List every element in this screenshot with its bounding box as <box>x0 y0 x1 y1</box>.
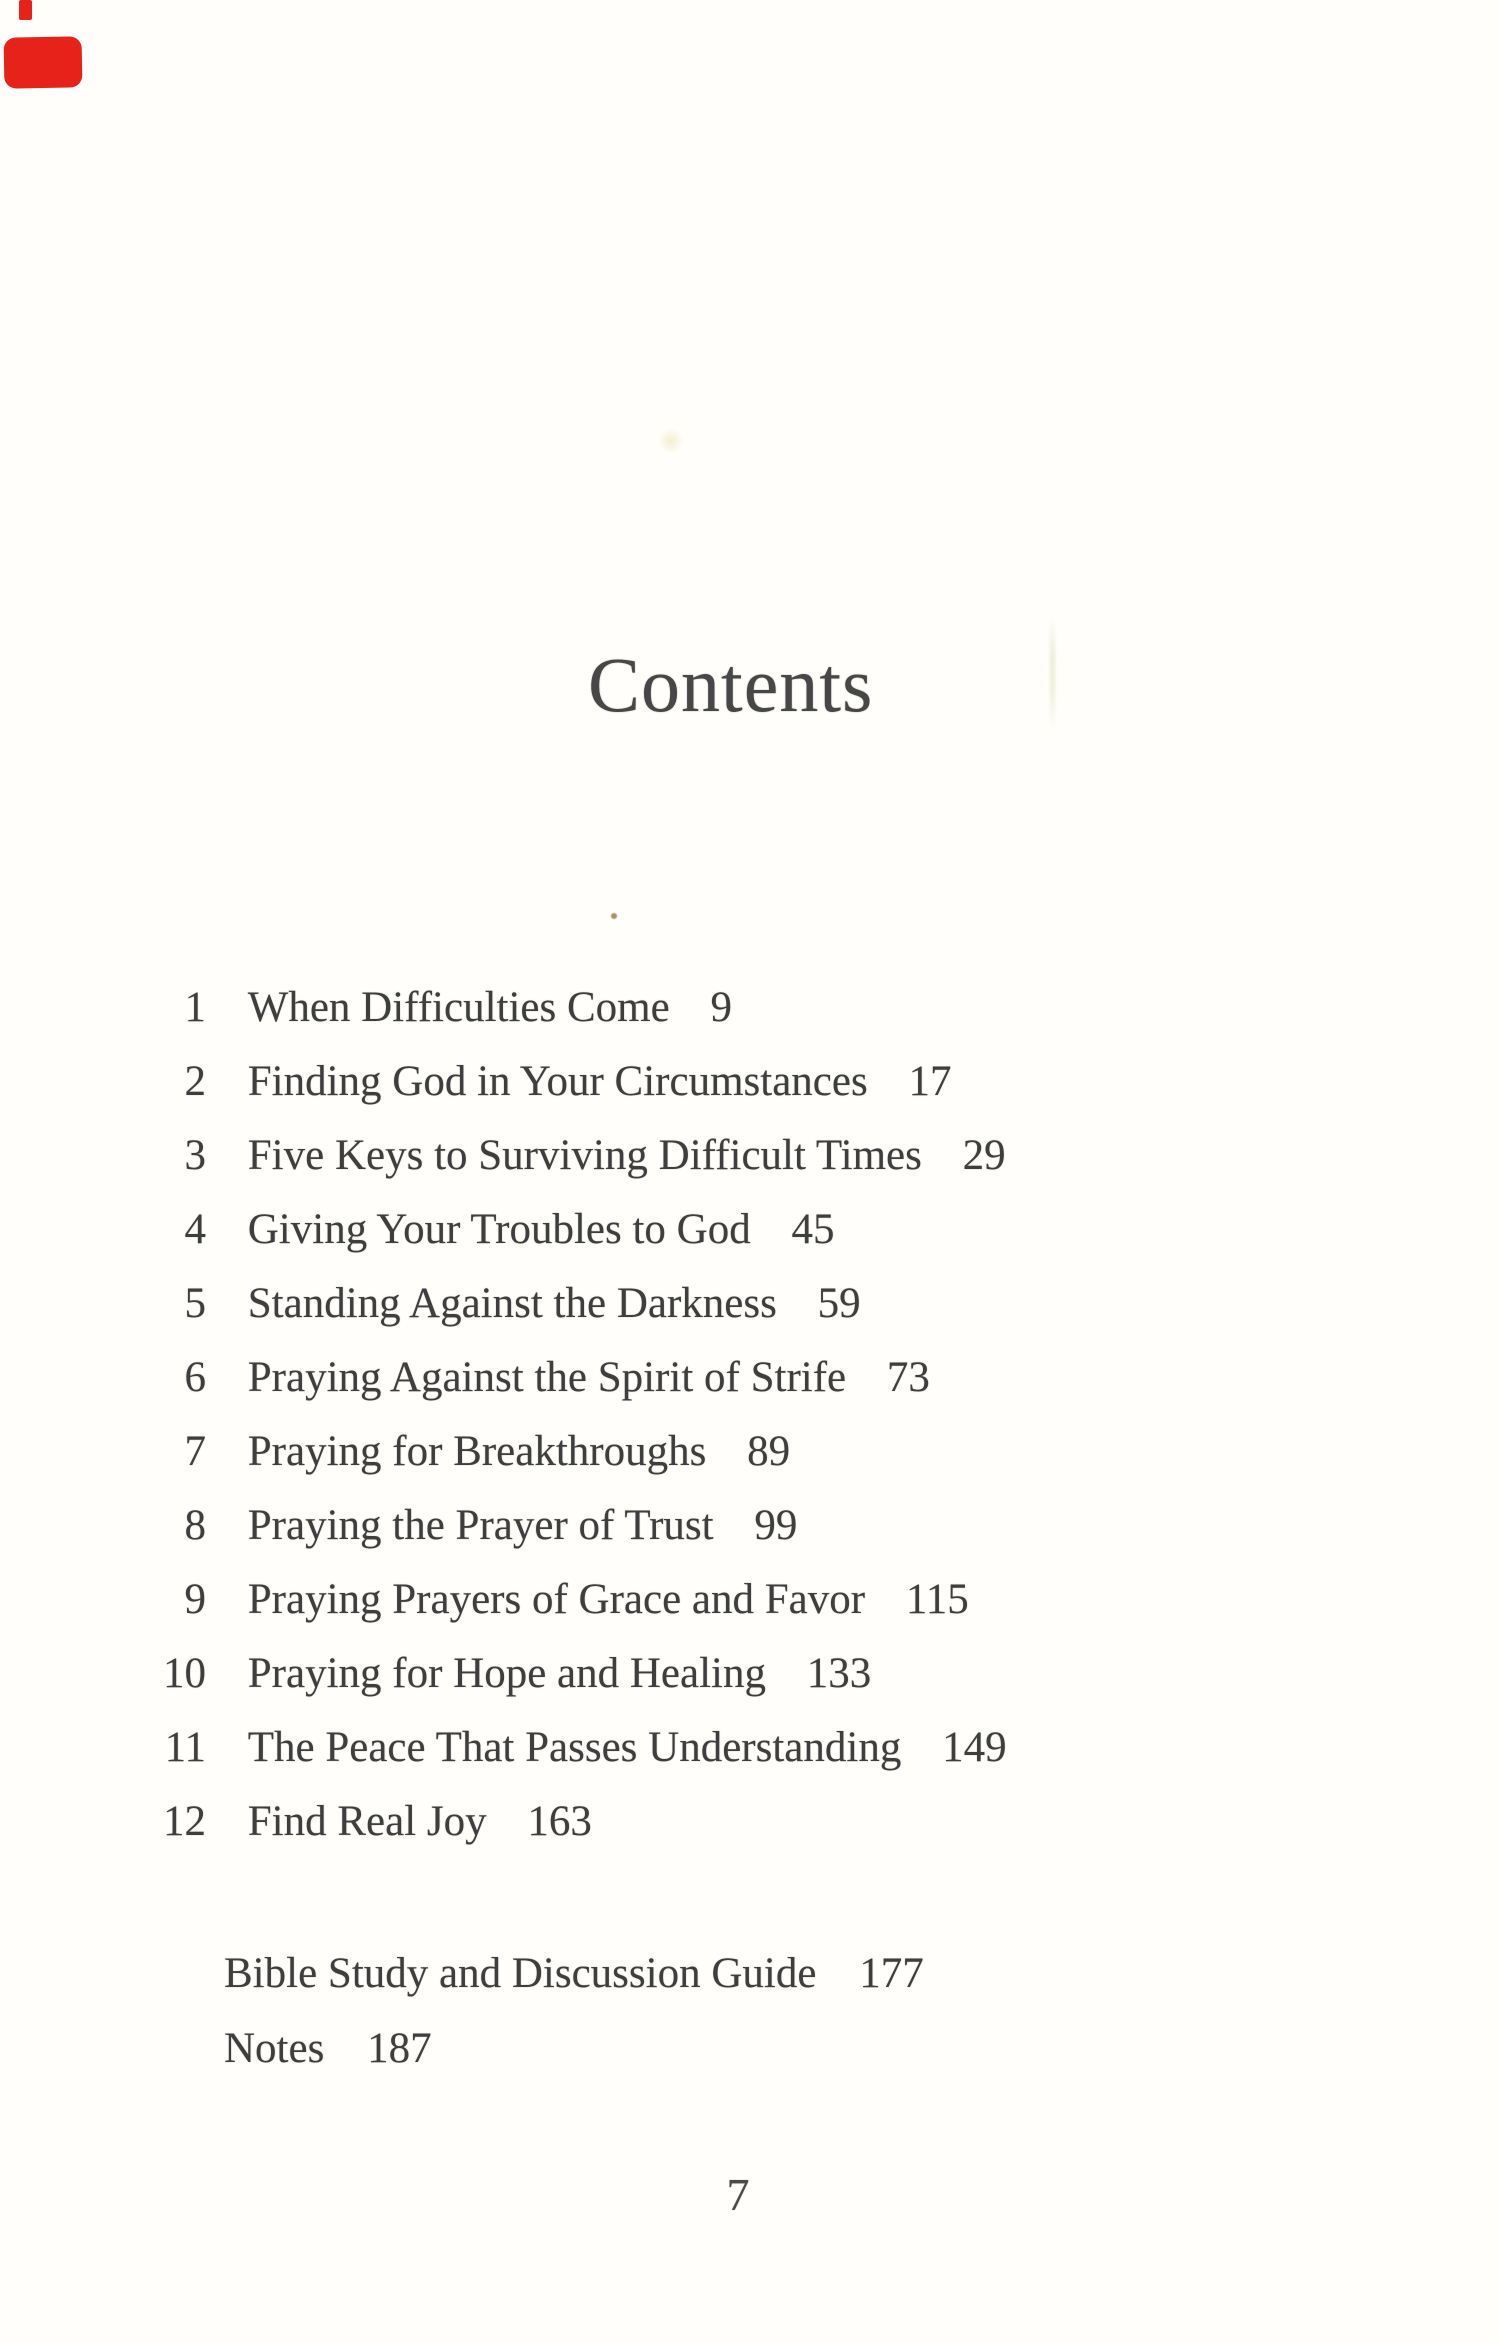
chapter-page-number: 17 <box>908 1058 952 1105</box>
chapter-title: Praying Against the Spirit of Strife <box>247 1354 847 1401</box>
chapter-page-number: 149 <box>942 1724 1007 1771</box>
chapter-number: 5 <box>184 1280 206 1327</box>
chapter-number: 6 <box>184 1354 206 1401</box>
chapter-title: When Difficulties Come <box>247 984 670 1031</box>
toc-row <box>0 1415 1007 1489</box>
back-matter-list <box>224 1936 924 2086</box>
chapter-number: 4 <box>184 1206 206 1253</box>
page-title: Contents <box>588 641 874 728</box>
chapter-title: Find Real Joy <box>247 1798 487 1845</box>
toc-row <box>0 1489 1007 1563</box>
chapter-page-number: 29 <box>962 1132 1006 1179</box>
chapter-title: Giving Your Troubles to God <box>247 1206 751 1253</box>
toc-row <box>0 1193 1007 1267</box>
chapter-page-number: 133 <box>806 1650 872 1697</box>
back-matter-row <box>224 2011 924 2086</box>
toc-row <box>0 1637 1007 1711</box>
chapter-title: Standing Against the Darkness <box>247 1280 777 1327</box>
back-matter-title: Notes <box>224 2025 325 2072</box>
chapter-number: 12 <box>163 1798 206 1845</box>
red-scan-mark-large <box>4 36 83 88</box>
paper-speck <box>611 913 617 919</box>
chapter-title: Five Keys to Surviving Difficult Times <box>247 1132 922 1179</box>
chapter-list <box>0 971 1007 1859</box>
toc-row <box>0 971 1007 1045</box>
chapter-number: 1 <box>184 984 206 1031</box>
chapter-number: 11 <box>164 1724 206 1771</box>
toc-row <box>0 1563 1007 1637</box>
chapter-title: Praying the Prayer of Trust <box>247 1502 714 1549</box>
chapter-number: 10 <box>163 1650 206 1697</box>
chapter-number: 8 <box>184 1502 206 1549</box>
paper-streak <box>1050 618 1055 730</box>
chapter-number: 3 <box>184 1132 206 1179</box>
toc-row <box>0 1785 1007 1859</box>
chapter-title: Praying Prayers of Grace and Favor <box>247 1576 866 1623</box>
chapter-page-number: 99 <box>754 1502 798 1549</box>
page-number: 7 <box>726 2169 750 2220</box>
toc-row <box>0 1267 1007 1341</box>
chapter-page-number: 73 <box>886 1354 930 1401</box>
chapter-title: Finding God in Your Circumstances <box>247 1058 868 1105</box>
paper-smudge <box>658 428 684 454</box>
chapter-page-number: 89 <box>747 1428 791 1475</box>
chapter-title: Praying for Hope and Healing <box>247 1650 766 1697</box>
back-matter-page-number: 187 <box>367 2025 432 2072</box>
chapter-page-number: 163 <box>527 1798 592 1845</box>
chapter-page-number: 45 <box>791 1206 835 1253</box>
chapter-title: The Peace That Passes Understanding <box>247 1724 902 1771</box>
chapter-number: 9 <box>184 1576 206 1623</box>
chapter-number: 2 <box>184 1058 206 1105</box>
chapter-page-number: 9 <box>710 984 732 1031</box>
toc-row <box>0 1341 1007 1415</box>
back-matter-row <box>224 1936 924 2011</box>
toc-row <box>0 1119 1007 1193</box>
red-scan-mark-small <box>19 0 32 20</box>
toc-row <box>0 1045 1007 1119</box>
back-matter-page-number: 177 <box>859 1950 924 1997</box>
chapter-title: Praying for Breakthroughs <box>247 1428 707 1475</box>
chapter-page-number: 59 <box>817 1280 861 1327</box>
toc-row <box>0 1711 1007 1785</box>
chapter-page-number: 115 <box>905 1576 969 1623</box>
chapter-number: 7 <box>184 1428 206 1475</box>
back-matter-title: Bible Study and Discussion Guide <box>224 1950 817 1997</box>
